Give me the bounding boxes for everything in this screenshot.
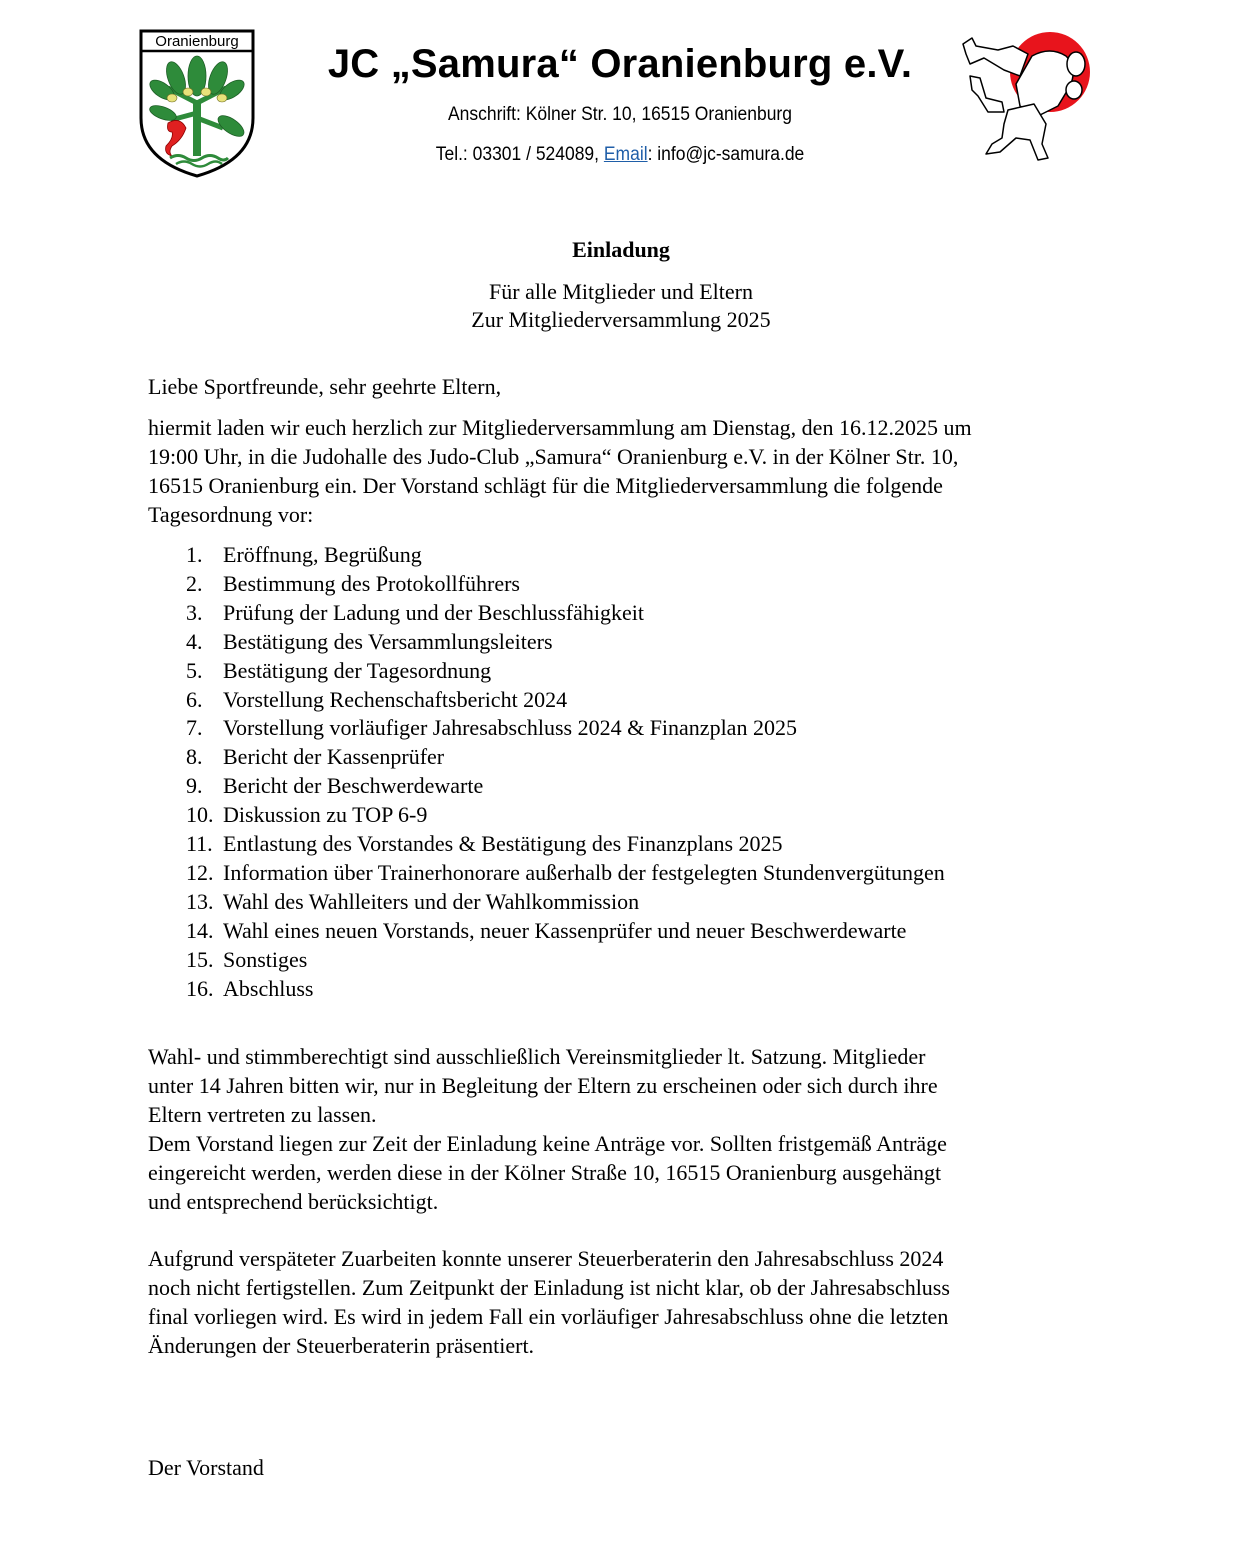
- agenda-number: 14.: [186, 917, 214, 943]
- voting-line: Wahl- und stimmberechtigt sind ausschließlich Vereinsmitglieder lt. Satzung. Mitglieder: [148, 1044, 926, 1069]
- agenda-text: Prüfung der Ladung und der Beschlussfähigkeit: [223, 599, 644, 625]
- agenda-item: [186, 743, 945, 772]
- agenda-text: Bestimmung des Protokollführers: [223, 570, 520, 596]
- agenda-number: 3.: [186, 599, 203, 625]
- agenda-item: [186, 801, 945, 830]
- agenda-text: Diskussion zu TOP 6-9: [223, 802, 428, 828]
- agenda-number: 15.: [186, 946, 214, 972]
- agenda-number: 4.: [186, 628, 203, 654]
- agenda-number: 13.: [186, 888, 214, 914]
- notice-line: final vorliegen wird. Es wird in jedem Fall ein vorläufiger Jahresabschluss ohne die letzten: [148, 1304, 949, 1329]
- agenda-number: 1.: [186, 542, 203, 567]
- intro-line: 16515 Oranienburg ein. Der Vorstand schlägt für die Mitgliederversammlung die folgende: [148, 473, 943, 498]
- agenda-number: 2.: [186, 570, 203, 596]
- voting-line: Dem Vorstand liegen zur Zeit der Einladung keine Anträge vor. Sollten fristgemäß Anträge: [148, 1131, 947, 1156]
- agenda-list: [186, 541, 945, 1004]
- intro-line: hiermit laden wir euch herzlich zur Mitgliederversammlung am Dienstag, den 16.12.2025 um: [148, 415, 972, 440]
- agenda-text: Bericht der Kassenprüfer: [223, 744, 445, 770]
- club-contact: [50, 144, 1191, 166]
- agenda-text: Bestätigung der Tagesordnung: [223, 657, 492, 683]
- letter-title: Einladung: [572, 237, 670, 262]
- voting-line: und entsprechend berücksichtigt.: [148, 1189, 439, 1214]
- notice-line: noch nicht fertigstellen. Zum Zeitpunkt der Einladung ist nicht klar, ob der Jahresabschluss: [148, 1275, 950, 1300]
- agenda-item: [186, 714, 945, 743]
- agenda-text: Entlastung des Vorstandes & Bestätigung des Finanzplans 2025: [223, 831, 783, 857]
- greeting: Liebe Sportfreunde, sehr geehrte Eltern,: [148, 374, 502, 399]
- intro-paragraph: [148, 413, 1098, 529]
- agenda-item: [186, 570, 945, 599]
- agenda-number: 12.: [186, 859, 214, 885]
- agenda-item: [186, 686, 945, 715]
- voting-line: Eltern vertreten zu lassen.: [148, 1102, 377, 1127]
- agenda-number: 5.: [186, 657, 203, 683]
- letter-subtitle-meeting: Zur Mitgliederversammlung 2025: [471, 307, 771, 332]
- agenda-text: Vorstellung vorläufiger Jahresabschluss 2024 & Finanzplan 2025: [223, 715, 797, 741]
- phone-text: Tel.: 03301 / 524089,: [435, 144, 604, 165]
- voting-line: unter 14 Jahren bitten wir, nur in Begleitung der Eltern zu erscheinen oder sich durch ihre: [148, 1073, 938, 1098]
- agenda-item: [186, 917, 945, 946]
- agenda-item: [186, 599, 945, 628]
- voting-line: eingereicht werden, werden diese in der Kölner Straße 10, 16515 Oranienburg ausgehängt: [148, 1160, 942, 1185]
- agenda-number: 9.: [186, 773, 203, 799]
- agenda-item: [186, 975, 945, 1004]
- agenda-text: Abschluss: [223, 975, 314, 1001]
- agenda-item: [186, 628, 945, 657]
- agenda-text: Wahl des Wahlleiters und der Wahlkommission: [223, 888, 640, 914]
- agenda-number: 8.: [186, 744, 203, 770]
- agenda-item: [186, 772, 945, 801]
- notice-line: Aufgrund verspäteter Zuarbeiten konnte unserer Steuerberaterin den Jahresabschluss 2024: [148, 1246, 944, 1271]
- agenda-text: Bestätigung des Versammlungsleiters: [223, 628, 553, 654]
- agenda-number: 6.: [186, 686, 203, 712]
- notice-line: Änderungen der Steuerberaterin präsentiert.: [148, 1333, 535, 1358]
- agenda-text: Information über Trainerhonorare außerhalb der festgelegten Stundenvergütungen: [223, 859, 945, 885]
- agenda-number: 10.: [186, 802, 214, 828]
- agenda-item: [186, 946, 945, 975]
- notice-paragraph: [148, 1244, 1098, 1360]
- agenda-number: 7.: [186, 715, 203, 741]
- intro-line: Tagesordnung vor:: [148, 502, 314, 527]
- letter-subtitle-audience: Für alle Mitglieder und Eltern: [489, 279, 753, 304]
- agenda-item: [186, 888, 945, 917]
- agenda-item: [186, 830, 945, 859]
- signature: Der Vorstand: [148, 1455, 264, 1480]
- club-address: Anschrift: Kölner Str. 10, 16515 Oranienburg: [448, 104, 792, 125]
- intro-line: 19:00 Uhr, in die Judohalle des Judo-Club „Samura“ Oranienburg e.V. in der Kölner Str. 10,: [148, 444, 959, 469]
- agenda-item: [186, 541, 945, 570]
- agenda-text: Wahl eines neuen Vorstands, neuer Kassenprüfer und neuer Beschwerdewarte: [223, 917, 907, 943]
- agenda-text: Eröffnung, Begrüßung: [223, 542, 422, 567]
- agenda-item: [186, 859, 945, 888]
- agenda-number: 16.: [186, 975, 214, 1001]
- agenda-number: 11.: [186, 831, 213, 857]
- club-name: JC „Samura“ Oranienburg e.V.: [327, 42, 913, 86]
- agenda-text: Vorstellung Rechenschaftsbericht 2024: [223, 686, 568, 712]
- voting-paragraph: [148, 1042, 1098, 1216]
- agenda-text: Sonstiges: [223, 946, 308, 972]
- email-address: : info@jc-samura.de: [647, 144, 805, 165]
- agenda-item: [186, 657, 945, 686]
- agenda-text: Bericht der Beschwerdewarte: [223, 773, 484, 799]
- email-link[interactable]: Email: [603, 144, 648, 165]
- crest-text: Oranienburg: [155, 33, 239, 50]
